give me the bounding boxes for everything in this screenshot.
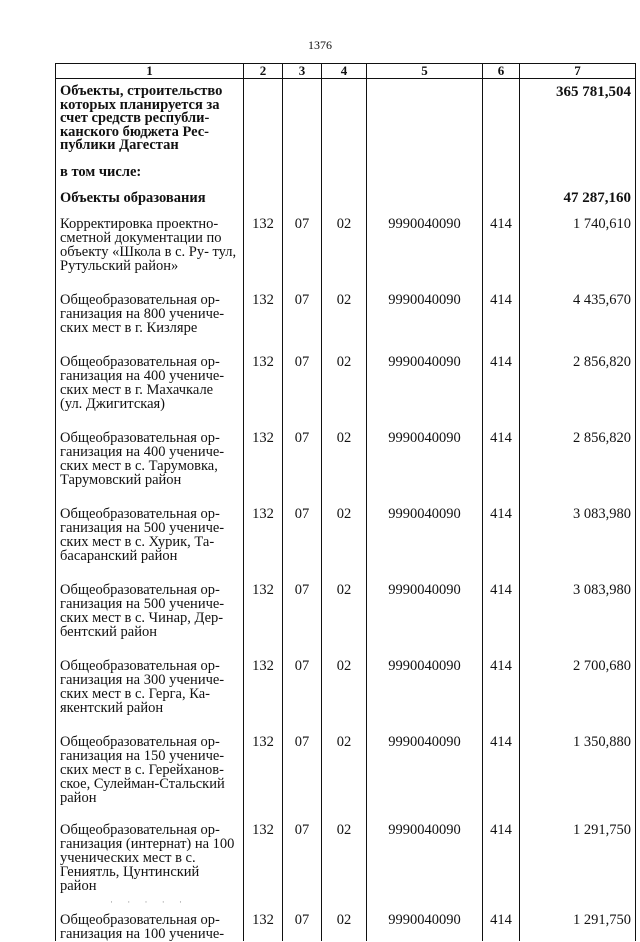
row-amount: 1 291,750 (520, 805, 636, 893)
col-header-2: 2 (244, 64, 283, 79)
row-amount: 3 083,980 (520, 487, 636, 563)
row-col4: 02 (322, 563, 367, 639)
row-col3: 07 (283, 487, 322, 563)
table-row (56, 411, 636, 487)
row-amount: 1 291,750 (520, 893, 636, 941)
row-col6: 414 (483, 205, 520, 273)
header-row (56, 64, 636, 79)
table-row (56, 563, 636, 639)
row-col5: 9990040090 (367, 715, 483, 805)
row-col5: 9990040090 (367, 205, 483, 273)
col-header-6: 6 (483, 64, 520, 79)
row-col4: 02 (322, 205, 367, 273)
row-amount: 2 856,820 (520, 411, 636, 487)
row-col3: 07 (283, 411, 322, 487)
row-name: Общеобразовательная ор- ганизация на 500 учениче- ских мест в с. Чинар, Дер- бентский район (56, 563, 244, 639)
page-number: 1376 (308, 38, 332, 52)
col-header-1: 1 (56, 64, 244, 79)
row-col6: 414 (483, 273, 520, 335)
section-amount: 47 287,160 (520, 179, 636, 205)
row-name: Общеобразовательная ор- ганизация на 800 учениче- ских мест в г. Кизляре (56, 273, 244, 335)
row-name: Общеобразовательная ор- ганизация (интернат) на 100 ученических мест в с. Гениятль, Цунтинский район (56, 805, 244, 893)
row-col3: 07 (283, 335, 322, 411)
col-header-4: 4 (322, 64, 367, 79)
budget-table (55, 63, 636, 941)
row-name: Общеобразовательная ор- ганизация на 300 учениче- ских мест в с. Герга, Ка- якентский район (56, 639, 244, 715)
row-name: Общеобразовательная ор- ганизация на 400 учениче- ских мест в г. Махачкале (ул. Джигитская) (56, 335, 244, 411)
row-col6: 414 (483, 487, 520, 563)
row-col2: 132 (244, 893, 283, 941)
col-header-7: 7 (520, 64, 636, 79)
row-amount: 4 435,670 (520, 273, 636, 335)
col-header-3: 3 (283, 64, 322, 79)
table-row (56, 805, 636, 893)
table-row (56, 335, 636, 411)
row-col2: 132 (244, 639, 283, 715)
title-row-amount: 365 781,504 (520, 79, 636, 153)
row-amount: 3 083,980 (520, 563, 636, 639)
row-col4: 02 (322, 487, 367, 563)
row-col2: 132 (244, 411, 283, 487)
row-amount: 1 740,610 (520, 205, 636, 273)
row-col4: 02 (322, 411, 367, 487)
row-col4: 02 (322, 893, 367, 941)
row-col5: 9990040090 (367, 411, 483, 487)
row-amount: 2 700,680 (520, 639, 636, 715)
row-col6: 414 (483, 715, 520, 805)
row-col5: 9990040090 (367, 487, 483, 563)
row-col6: 414 (483, 639, 520, 715)
row-col5: 9990040090 (367, 273, 483, 335)
row-col3: 07 (283, 639, 322, 715)
table-row (56, 639, 636, 715)
row-col6: 414 (483, 893, 520, 941)
row-name: Общеобразовательная ор- ганизация на 400 учениче- ских мест в с. Тарумовка, Тарумовский район (56, 411, 244, 487)
row-col3: 07 (283, 205, 322, 273)
section-row (56, 179, 636, 205)
row-col2: 132 (244, 715, 283, 805)
row-name: Общеобразовательная ор- ганизация на 150 учениче- ских мест в с. Герейханов- ское, Сулейман-Стальский район (56, 715, 244, 805)
row-col6: 414 (483, 411, 520, 487)
row-name: Общеобразовательная ор- ганизация на 500 учениче- ских мест в с. Хурик, Та- басаранский район (56, 487, 244, 563)
table-row (56, 715, 636, 805)
section-name: Объекты образования (56, 179, 244, 205)
row-col5: 9990040090 (367, 335, 483, 411)
row-col4: 02 (322, 805, 367, 893)
row-col4: 02 (322, 335, 367, 411)
title-row (56, 79, 636, 153)
row-col5: 9990040090 (367, 805, 483, 893)
row-col5: 9990040090 (367, 563, 483, 639)
row-name: Корректировка проектно-сметной документации по объекту «Школа в с. Ру- тул, Рутульский район» (56, 205, 244, 273)
table-row (56, 273, 636, 335)
row-amount: 2 856,820 (520, 335, 636, 411)
row-col3: 07 (283, 273, 322, 335)
row-col2: 132 (244, 805, 283, 893)
row-col3: 07 (283, 893, 322, 941)
row-col6: 414 (483, 805, 520, 893)
row-col6: 414 (483, 563, 520, 639)
row-col2: 132 (244, 273, 283, 335)
row-col5: 9990040090 (367, 893, 483, 941)
row-col3: 07 (283, 715, 322, 805)
row-col4: 02 (322, 273, 367, 335)
row-col5: 9990040090 (367, 639, 483, 715)
row-col2: 132 (244, 487, 283, 563)
subheading-text: в том числе: (56, 153, 244, 179)
table-row (56, 487, 636, 563)
table-row (56, 205, 636, 273)
row-col2: 132 (244, 205, 283, 273)
row-col3: 07 (283, 563, 322, 639)
row-col4: 02 (322, 715, 367, 805)
row-col3: 07 (283, 805, 322, 893)
subheading-row (56, 153, 636, 179)
title-row-name: Объекты, строительство которых планируется за счет средств республи- канского бюджета Рес- публики Дагестан (56, 79, 244, 153)
row-col2: 132 (244, 563, 283, 639)
col-header-5: 5 (367, 64, 483, 79)
row-name: Общеобразовательная ор- ганизация на 100 учениче- (56, 893, 244, 941)
row-col4: 02 (322, 639, 367, 715)
row-col6: 414 (483, 335, 520, 411)
row-col2: 132 (244, 335, 283, 411)
row-amount: 1 350,880 (520, 715, 636, 805)
scan-artifact: · · · · · (110, 897, 188, 907)
